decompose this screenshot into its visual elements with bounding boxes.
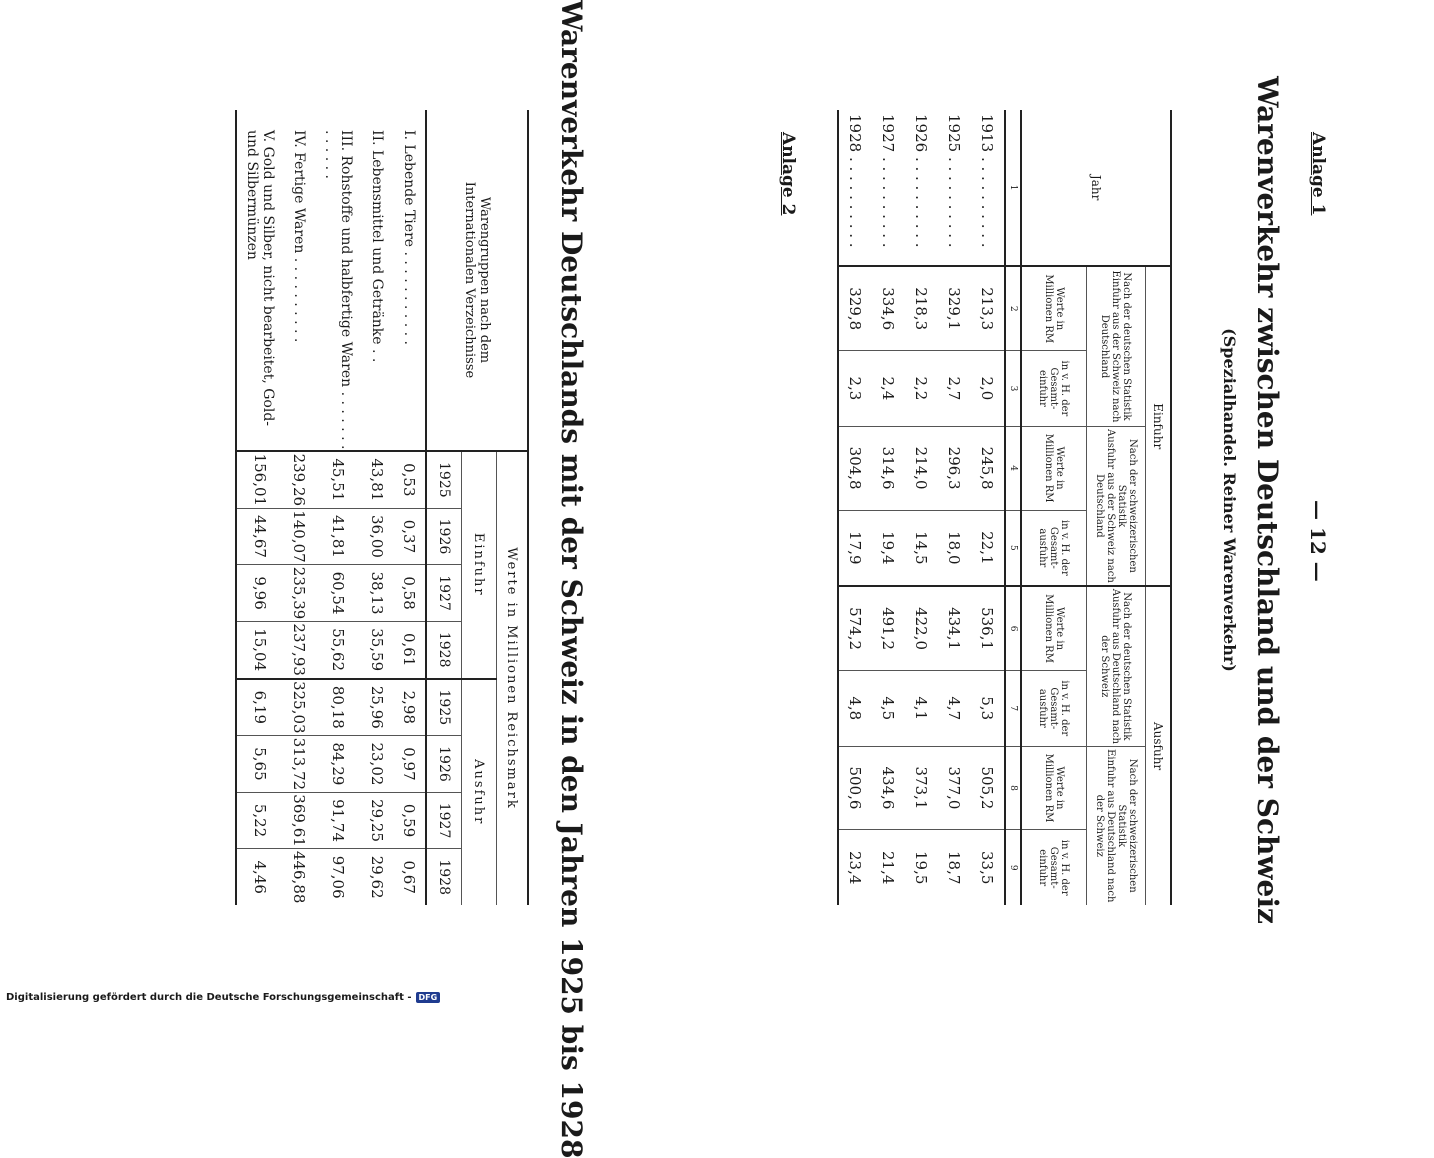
warengruppe-cell: IV. Fertige Waren . . . . . . . . . . <box>291 130 307 343</box>
value-cell: 19,5 <box>905 830 938 905</box>
year-header: 1926 <box>426 736 462 793</box>
value-cell: 373,1 <box>905 746 938 830</box>
value-cell: 329,1 <box>938 266 971 350</box>
table2-row <box>393 110 426 905</box>
value-cell: 6,19 <box>236 679 283 736</box>
anlage-1-label: Anlage 1 <box>1308 132 1328 216</box>
anlage-2-label: Anlage 2 <box>778 132 798 216</box>
jahr-header: Jahr <box>1021 110 1171 266</box>
value-cell: 44,67 <box>236 508 283 565</box>
value-cell: 45,51 <box>315 451 361 508</box>
value-cell: 29,25 <box>361 792 393 849</box>
value-cell: 239,26 <box>283 451 315 508</box>
value-cell: 5,22 <box>236 792 283 849</box>
ausfuhr-group-header: Ausfuhr <box>462 679 497 906</box>
colnum: 7 <box>1005 671 1021 747</box>
value-cell: 505,2 <box>971 746 1005 830</box>
value-cell: 2,0 <box>971 351 1005 427</box>
value-cell: 36,00 <box>361 508 393 565</box>
value-cell: 296,3 <box>938 426 971 510</box>
werte-header: Werte in Millionen RM <box>1021 426 1087 510</box>
value-cell: 325,03 <box>283 679 315 736</box>
sub3-header: Nach der deutschen Statistik Ausfuhr aus Deutschland nach der Schweiz <box>1087 586 1146 746</box>
pct-header: in v. H. der Gesamt-ausfuhr <box>1021 671 1087 747</box>
ausfuhr-group-header: Ausfuhr <box>1146 586 1172 905</box>
value-cell: 491,2 <box>872 586 905 670</box>
sub2-header: Nach der schweizerischen Statistik Ausfuhr aus der Schweiz nach Deutschland <box>1087 426 1146 586</box>
table1-title: Warenverkehr zwischen Deutschland und der Schweiz <box>1251 76 1284 924</box>
year-cell: 1927 . . . . . . . . . . <box>879 114 898 248</box>
value-cell: 43,81 <box>361 451 393 508</box>
value-cell: 15,04 <box>236 621 283 678</box>
sub4-header: Nach der schweizerischen Statistik Einfuhr aus Deutschland nach der Schweiz <box>1087 746 1146 905</box>
year-cell: 1925 . . . . . . . . . . <box>945 114 964 248</box>
year-header: 1927 <box>426 792 462 849</box>
werte-header: Werte in Millionen RM <box>1021 746 1087 830</box>
value-cell: 0,53 <box>393 451 426 508</box>
dfg-logo: DFG <box>416 992 441 1003</box>
colnum: 9 <box>1005 830 1021 905</box>
table1-row <box>872 110 905 905</box>
colnum: 8 <box>1005 746 1021 830</box>
colnum: 1 <box>1008 184 1018 191</box>
value-cell: 19,4 <box>872 510 905 586</box>
table1-row <box>971 110 1005 905</box>
year-header: 1926 <box>426 508 462 565</box>
value-cell: 574,2 <box>838 586 872 670</box>
werte-header: Werte in Millionen RM <box>1021 266 1087 350</box>
einfuhr-group-header: Einfuhr <box>462 451 497 679</box>
table2-row <box>236 110 283 905</box>
table1 <box>837 110 1172 905</box>
colnum: 5 <box>1005 510 1021 586</box>
table2-title: Warenverkehr Deutschlands mit der Schweiz in den Jahren 1925 bis 1928 <box>555 0 588 1158</box>
value-cell: 17,9 <box>838 510 872 586</box>
value-cell: 2,2 <box>905 351 938 427</box>
colnum: 4 <box>1005 426 1021 510</box>
year-header: 1928 <box>426 849 462 905</box>
warengruppe-cell: V. Gold und Silber, nicht bearbeitet, Gold- und Silbermünzen <box>244 130 276 427</box>
werte-header: Werte in Millionen RM <box>1021 586 1087 670</box>
table2-row <box>283 110 315 905</box>
einfuhr-group-header: Einfuhr <box>1146 266 1172 586</box>
page-number: — 12 — <box>1306 500 1330 582</box>
value-cell: 213,3 <box>971 266 1005 350</box>
pct-header: in v. H. der Gesamt-einfuhr <box>1021 351 1087 427</box>
value-cell: 434,1 <box>938 586 971 670</box>
value-cell: 235,39 <box>283 565 315 622</box>
value-cell: 14,5 <box>905 510 938 586</box>
value-cell: 214,0 <box>905 426 938 510</box>
value-cell: 0,59 <box>393 792 426 849</box>
table2-row <box>315 110 361 905</box>
year-header: 1927 <box>426 565 462 622</box>
table2 <box>235 110 529 905</box>
warengruppe-cell: III. Rohstoffe und halbfertige Waren . . . . . . . . . . . . . <box>322 130 354 450</box>
value-cell: 156,01 <box>236 451 283 508</box>
value-cell: 22,1 <box>971 510 1005 586</box>
value-cell: 41,81 <box>315 508 361 565</box>
pct-header: in v. H. der Gesamt-ausfuhr <box>1021 510 1087 586</box>
warengruppe-cell: I. Lebende Tiere . . . . . . . . . . . <box>401 130 417 345</box>
year-cell: 1913 . . . . . . . . . . <box>978 114 997 248</box>
value-cell: 446,88 <box>283 849 315 905</box>
value-cell: 314,6 <box>872 426 905 510</box>
value-cell: 5,3 <box>971 671 1005 747</box>
table1-row <box>838 110 872 905</box>
value-cell: 2,3 <box>838 351 872 427</box>
table2-row <box>361 110 393 905</box>
value-cell: 536,1 <box>971 586 1005 670</box>
value-cell: 4,1 <box>905 671 938 747</box>
warengruppe-cell: II. Lebensmittel und Getränke . . <box>369 130 385 363</box>
value-cell: 434,6 <box>872 746 905 830</box>
value-cell: 0,97 <box>393 736 426 793</box>
value-cell: 29,62 <box>361 849 393 905</box>
werte-top-header: Werte in Millionen Reichsmark <box>497 451 529 905</box>
table1-row <box>905 110 938 905</box>
value-cell: 60,54 <box>315 565 361 622</box>
value-cell: 140,07 <box>283 508 315 565</box>
value-cell: 38,13 <box>361 565 393 622</box>
value-cell: 80,18 <box>315 679 361 736</box>
value-cell: 18,0 <box>938 510 971 586</box>
colnum: 3 <box>1005 351 1021 427</box>
value-cell: 369,61 <box>283 792 315 849</box>
value-cell: 500,6 <box>838 746 872 830</box>
value-cell: 334,6 <box>872 266 905 350</box>
colnum: 6 <box>1005 586 1021 670</box>
digitization-note: Digitalisierung gefördert durch die Deutsche Forschungsgemeinschaft - DFG <box>6 992 440 1003</box>
value-cell: 33,5 <box>971 830 1005 905</box>
pct-header: in v. H. der Gesamt-einfuhr <box>1021 830 1087 905</box>
value-cell: 4,46 <box>236 849 283 905</box>
sub1-header: Nach der deutschen Statistik Einfuhr aus der Schweiz nach Deutschland <box>1087 266 1146 426</box>
value-cell: 245,8 <box>971 426 1005 510</box>
value-cell: 2,98 <box>393 679 426 736</box>
value-cell: 377,0 <box>938 746 971 830</box>
value-cell: 55,62 <box>315 621 361 678</box>
value-cell: 237,93 <box>283 621 315 678</box>
year-header: 1925 <box>426 451 462 508</box>
value-cell: 23,02 <box>361 736 393 793</box>
colnum: 2 <box>1005 266 1021 350</box>
year-header: 1928 <box>426 621 462 678</box>
value-cell: 84,29 <box>315 736 361 793</box>
value-cell: 0,67 <box>393 849 426 905</box>
value-cell: 4,8 <box>838 671 872 747</box>
value-cell: 218,3 <box>905 266 938 350</box>
value-cell: 5,65 <box>236 736 283 793</box>
table1-subtitle: (Spezialhandel. Reiner Warenverkehr) <box>1220 328 1239 672</box>
table1-row <box>938 110 971 905</box>
value-cell: 2,4 <box>872 351 905 427</box>
value-cell: 0,61 <box>393 621 426 678</box>
value-cell: 329,8 <box>838 266 872 350</box>
value-cell: 91,74 <box>315 792 361 849</box>
value-cell: 18,7 <box>938 830 971 905</box>
value-cell: 23,4 <box>838 830 872 905</box>
value-cell: 422,0 <box>905 586 938 670</box>
value-cell: 2,7 <box>938 351 971 427</box>
value-cell: 313,72 <box>283 736 315 793</box>
value-cell: 21,4 <box>872 830 905 905</box>
value-cell: 4,5 <box>872 671 905 747</box>
year-header: 1925 <box>426 679 462 736</box>
year-cell: 1926 . . . . . . . . . . <box>912 114 931 248</box>
value-cell: 304,8 <box>838 426 872 510</box>
value-cell: 25,96 <box>361 679 393 736</box>
value-cell: 4,7 <box>938 671 971 747</box>
warengruppen-header: Warengruppen nach dem Internationalen Verzeichnisse <box>426 110 528 451</box>
year-cell: 1928 . . . . . . . . . . <box>846 114 865 248</box>
value-cell: 9,96 <box>236 565 283 622</box>
value-cell: 0,37 <box>393 508 426 565</box>
value-cell: 97,06 <box>315 849 361 905</box>
value-cell: 35,59 <box>361 621 393 678</box>
value-cell: 0,58 <box>393 565 426 622</box>
